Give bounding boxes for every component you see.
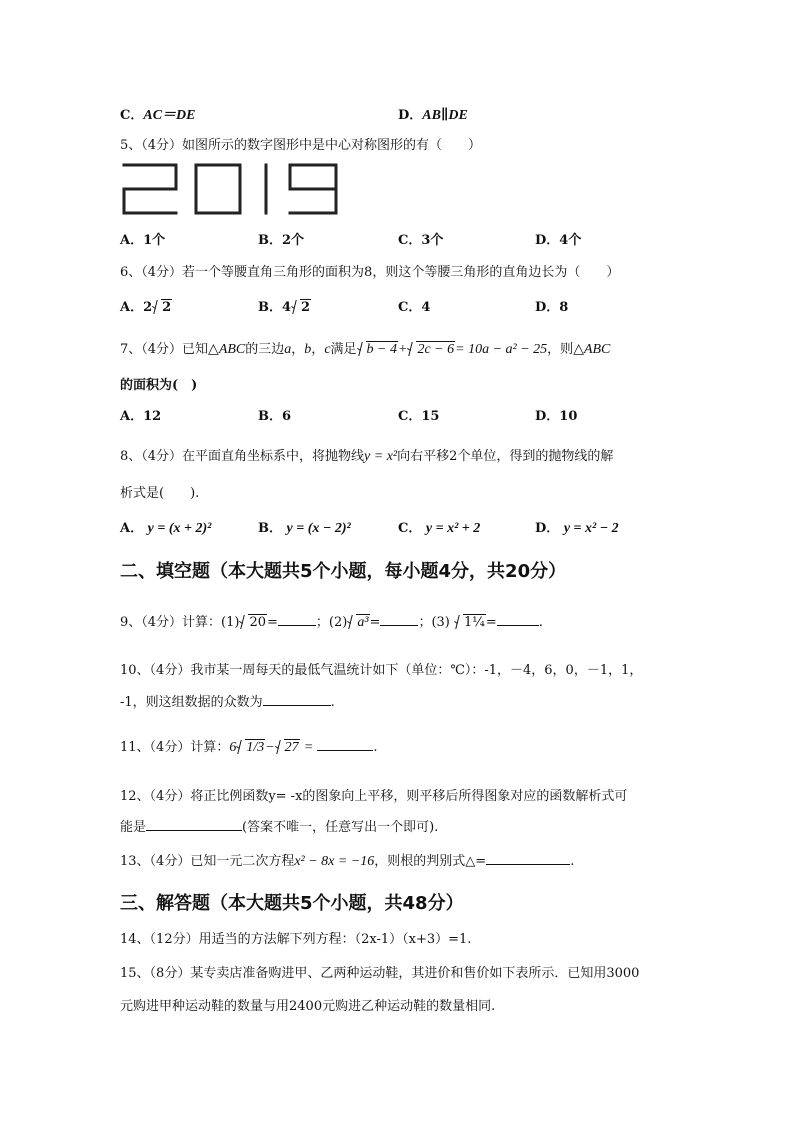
q10-end: . (330, 695, 335, 710)
q9-blank2[interactable] (380, 613, 418, 626)
q12-note: (答案不唯一，任意写出一个即可). (242, 820, 439, 835)
q6-option-a (120, 296, 172, 315)
q7-option-a: A．12 (120, 409, 162, 424)
q8-text1: 8、（4分）在平面直角坐标系中，将抛物线 (120, 449, 365, 464)
q13-prefix: 13、（4分）已知一元二次方程 (120, 854, 295, 869)
q13-end: . (570, 854, 575, 869)
q4-option-d-label: D． (398, 108, 423, 123)
q6-option-b (258, 296, 311, 315)
q11-prefix: 11、（4分）计算： (120, 740, 230, 755)
q13 (120, 850, 574, 870)
q4-option-c-label: C． (120, 108, 144, 123)
q8-option-c (398, 517, 480, 537)
digit-0-shape (196, 165, 240, 213)
q6-option-b-radicand: 2 (301, 300, 311, 315)
q8-option-d (535, 517, 619, 537)
q13-equation: x² − 8x = −16 (294, 854, 375, 869)
q9 (120, 611, 543, 631)
q7-triangle2: △ABC (573, 342, 611, 357)
sqrt-symbol (275, 740, 300, 756)
q6-stem: 6、（4分）若一个等腰直角三角形的面积为8，则这个等腰三角形的直角边长为（ ） (120, 265, 620, 280)
sqrt-symbol (454, 615, 486, 630)
sqrt-symbol (291, 300, 311, 315)
sqrt-symbol (347, 615, 369, 631)
q9-eq2: = (369, 615, 381, 630)
q8-text2: 向右平移2个单位，得到的抛物线的解 (397, 449, 614, 464)
q6-option-c: C．4 (398, 300, 431, 315)
sqrt-symbol (236, 740, 265, 756)
q7-radicand1: b − 4 (366, 342, 397, 357)
digital-2019-figure (120, 160, 345, 218)
q11-blank[interactable] (317, 738, 373, 751)
q8-stem-line1 (120, 445, 613, 465)
q9-eq1: = (267, 615, 278, 630)
q5-option-c: C．3个 (398, 233, 444, 248)
q7-prefix: 7、（4分）已知 (120, 342, 209, 357)
q11-coef: 6 (229, 740, 237, 755)
q8-option-c-math: y = x² + 2 (425, 521, 481, 536)
q15-line2: 元购进甲种运动鞋的数量与用2400元购进乙种运动鞋的数量相同. (120, 999, 496, 1014)
sqrt-symbol (407, 342, 455, 358)
q8-option-a-label: A． (120, 521, 144, 536)
q10-line1: 10、（4分）我市某一周每天的最低气温统计如下（单位：℃）：-1，－4，6，0，－1，1， (120, 663, 643, 678)
q8-option-a-math: y = (x + 2)² (147, 521, 212, 536)
q12-text: 能是 (120, 820, 147, 835)
q4-option-c (120, 104, 195, 124)
q7-option-d: D．10 (535, 409, 578, 424)
q9-blank1[interactable] (278, 613, 316, 626)
q9-sep1: ；(2) (315, 615, 348, 630)
q8-option-a (120, 517, 211, 537)
q8-equation: y = x² (364, 449, 398, 464)
q11 (120, 736, 378, 756)
q11-minus: − (265, 740, 275, 755)
figure-label: 2019 (120, 160, 123, 161)
q12-line1: 12、（4分）将正比例函数y= -x的图象向上平移，则平移后所得图象对应的函数解析式可 (120, 789, 628, 804)
q12-blank[interactable] (146, 818, 242, 831)
q5-option-a: A．1个 (120, 233, 166, 248)
q4-option-c-math: AC＝DE (143, 108, 196, 123)
q7-stem-line1: 7、（4分）已知△ABC的三边a，b，c满足 b − 4+ 2c − 6= 10a − a² − 25，则△ABC (120, 342, 611, 357)
q5-option-b: B．2个 (258, 233, 305, 248)
q8-stem-line2: 析式是( ). (120, 486, 200, 501)
q15-line1: 15、（8分）某专卖店准备购进甲、乙两种运动鞋，其进价和售价如下表所示．已知用3000 (120, 966, 640, 981)
q7-rhs: = 10a − a² − 25 (455, 342, 548, 357)
q9-prefix: 9、（4分）计算：(1) (120, 615, 240, 630)
q13-text: ，则根的判别式△= (374, 854, 487, 869)
sqrt-symbol (357, 342, 398, 358)
q7-text2: 满足 (330, 342, 357, 357)
q9-blank3[interactable] (497, 613, 539, 626)
q9-eq3: = (485, 615, 497, 630)
q11-eq: = (303, 740, 314, 755)
q8-option-d-math: y = x² − 2 (563, 521, 619, 536)
q5-figure (120, 160, 345, 222)
q7-stem-line2: 的面积为( ) (120, 378, 198, 393)
q6-option-a-label: A．2 (120, 300, 153, 315)
q9-end: . (538, 615, 543, 630)
q7-radicand2: 2c − 6 (417, 342, 455, 357)
q10-blank[interactable] (263, 693, 331, 706)
q7-plus: + (398, 342, 408, 357)
q8-option-d-label: D． (535, 521, 560, 536)
q7-option-b: B．6 (258, 409, 292, 424)
q12-line2 (120, 816, 438, 835)
q7-var-c: c (324, 342, 331, 357)
q9-sep2: ；(3) (418, 615, 450, 630)
q5-option-d: D．4个 (535, 233, 582, 248)
q7-triangle: △ABC (208, 342, 246, 357)
q7-var-a: a (284, 342, 292, 357)
q8-option-b-label: B． (258, 521, 282, 536)
q5-stem: 5、（4分）如图所示的数字图形中是中心对称图形的有（ ） (120, 138, 482, 153)
q8-option-b (258, 517, 351, 537)
q4-option-d (398, 104, 468, 124)
q7-option-c: C．15 (398, 409, 440, 424)
q7-text3: ，则 (547, 342, 574, 357)
q8-option-b-math: y = (x − 2)² (286, 521, 351, 536)
q10-line2 (120, 691, 335, 710)
q6-option-a-radicand: 2 (162, 300, 172, 315)
q6-option-b-label: B．4 (258, 300, 292, 315)
q13-blank[interactable] (486, 852, 570, 865)
q11-radicand: 27 (284, 740, 299, 755)
sqrt-symbol (239, 615, 267, 630)
digit-2-shape (124, 165, 176, 213)
q7-text: 的三边 (245, 342, 285, 357)
sqrt-symbol (152, 300, 172, 315)
section-2-title: 二、填空题（本大题共5个小题，每小题4分，共20分） (120, 561, 567, 582)
q9-radicand3: 1¼ (464, 615, 485, 630)
q9-radicand2: a³ (357, 615, 369, 630)
q8-option-c-label: C． (398, 521, 422, 536)
q11-end: . (373, 740, 378, 755)
digit-9-shape (290, 165, 336, 213)
q9-radicand1: 20 (249, 615, 267, 630)
q14: 14、（12分）用适当的方法解下列方程：（2x-1）（x+3）=1. (120, 932, 472, 947)
section-3-title: 三、解答题（本大题共5个小题，共48分） (120, 893, 464, 914)
q11-fraction: 1/3 (246, 740, 265, 755)
q10-text: -1，则这组数据的众数为 (120, 695, 263, 710)
q4-option-d-math: AB∥DE (422, 108, 468, 123)
q7-var-b: b (304, 342, 312, 357)
q6-option-d: D．8 (535, 300, 569, 315)
